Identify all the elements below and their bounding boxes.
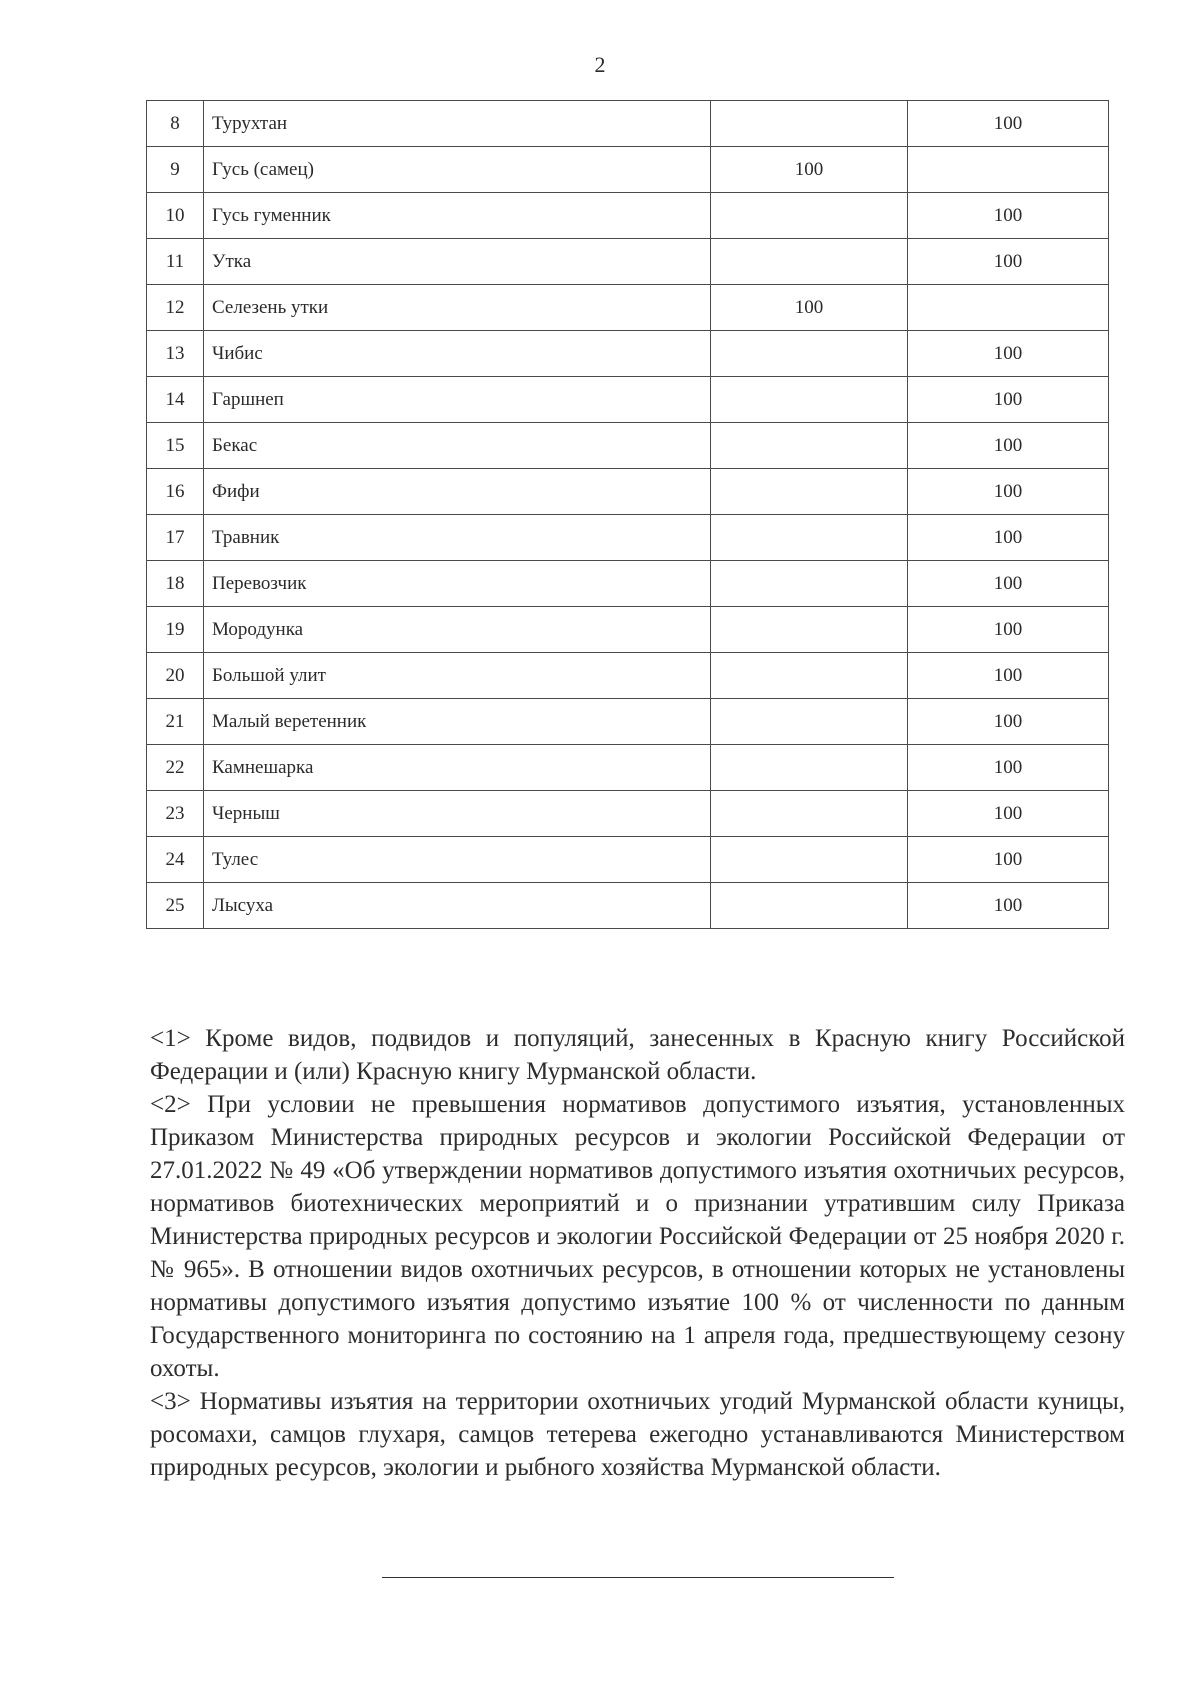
quota-column-a-cell bbox=[711, 331, 908, 377]
table-row bbox=[147, 837, 1109, 883]
species-name-cell: Бекас bbox=[204, 423, 711, 469]
row-number-cell: 20 bbox=[147, 653, 204, 699]
table-row bbox=[147, 101, 1109, 147]
table-row bbox=[147, 699, 1109, 745]
quota-column-a-cell: 100 bbox=[711, 147, 908, 193]
species-name-cell: Лысуха bbox=[204, 883, 711, 929]
row-number-cell: 11 bbox=[147, 239, 204, 285]
page-number: 2 bbox=[594, 52, 606, 77]
quota-column-b-cell: 100 bbox=[908, 193, 1109, 239]
quota-column-a-cell bbox=[711, 239, 908, 285]
species-name-cell: Перевозчик bbox=[204, 561, 711, 607]
row-number-cell: 13 bbox=[147, 331, 204, 377]
table-row bbox=[147, 193, 1109, 239]
species-name-cell: Гусь (самец) bbox=[204, 147, 711, 193]
row-number-cell: 9 bbox=[147, 147, 204, 193]
end-divider bbox=[382, 1577, 894, 1578]
quota-column-b-cell: 100 bbox=[908, 331, 1109, 377]
quota-column-a-cell bbox=[711, 193, 908, 239]
quota-column-b-cell: 100 bbox=[908, 515, 1109, 561]
table-row bbox=[147, 331, 1109, 377]
quota-column-b-cell: 100 bbox=[908, 377, 1109, 423]
row-number-cell: 15 bbox=[147, 423, 204, 469]
row-number-cell: 18 bbox=[147, 561, 204, 607]
table-row bbox=[147, 653, 1109, 699]
row-number-cell: 8 bbox=[147, 101, 204, 147]
row-number-cell: 10 bbox=[147, 193, 204, 239]
species-name-cell: Гаршнеп bbox=[204, 377, 711, 423]
quota-column-a-cell bbox=[711, 561, 908, 607]
species-name-cell: Травник bbox=[204, 515, 711, 561]
row-number-cell: 14 bbox=[147, 377, 204, 423]
quota-column-b-cell: 100 bbox=[908, 239, 1109, 285]
row-number-cell: 21 bbox=[147, 699, 204, 745]
quota-column-b-cell: 100 bbox=[908, 653, 1109, 699]
species-name-cell: Утка bbox=[204, 239, 711, 285]
table-row bbox=[147, 791, 1109, 837]
row-number-cell: 17 bbox=[147, 515, 204, 561]
footnotes bbox=[150, 1022, 1125, 1484]
table-body bbox=[147, 101, 1109, 929]
row-number-cell: 19 bbox=[147, 607, 204, 653]
species-name-cell: Селезень утки bbox=[204, 285, 711, 331]
quota-column-a-cell bbox=[711, 791, 908, 837]
table-row bbox=[147, 883, 1109, 929]
species-quota-table bbox=[146, 100, 1109, 929]
table-row bbox=[147, 423, 1109, 469]
quota-column-b-cell: 100 bbox=[908, 791, 1109, 837]
quota-column-b-cell: 100 bbox=[908, 469, 1109, 515]
table-row bbox=[147, 377, 1109, 423]
species-name-cell: Черныш bbox=[204, 791, 711, 837]
species-name-cell: Гусь гуменник bbox=[204, 193, 711, 239]
quota-column-a-cell bbox=[711, 423, 908, 469]
species-name-cell: Мородунка bbox=[204, 607, 711, 653]
footnote-1: <1> Кроме видов, подвидов и популяций, занесенных в Красную книгу Российской Федерации и (или) Красную книгу Мурманской области. bbox=[150, 1025, 1125, 1085]
quota-column-a-cell bbox=[711, 745, 908, 791]
row-number-cell: 16 bbox=[147, 469, 204, 515]
quota-column-b-cell: 100 bbox=[908, 745, 1109, 791]
species-name-cell: Малый веретенник bbox=[204, 699, 711, 745]
table-row bbox=[147, 147, 1109, 193]
quota-column-b-cell: 100 bbox=[908, 561, 1109, 607]
row-number-cell: 23 bbox=[147, 791, 204, 837]
quota-column-a-cell bbox=[711, 607, 908, 653]
quota-column-b-cell: 100 bbox=[908, 837, 1109, 883]
quota-column-b-cell: 100 bbox=[908, 607, 1109, 653]
row-number-cell: 25 bbox=[147, 883, 204, 929]
row-number-cell: 24 bbox=[147, 837, 204, 883]
quota-column-a-cell bbox=[711, 469, 908, 515]
table-row bbox=[147, 745, 1109, 791]
table-row bbox=[147, 607, 1109, 653]
quota-column-b-cell: 100 bbox=[908, 883, 1109, 929]
quota-column-b-cell bbox=[908, 147, 1109, 193]
footnote-2: <2> При условии не превышения нормативов допустимого изъятия, установленных Приказом Министерства природных ресурсов и экологии Российской Федерации от 27.01.2022 № 49 «Об утверждении нормативов допустимого изъятия охотничьих ресурсов, нормативов биотехнических мероприятий и о признании утратившим силу Приказа Министерства природных ресурсов и экологии Российской Федерации от 25 ноября 2020 г. № 965». В отношении видов охотничьих ресурсов, в отношении которых не установлены нормативы допустимого изъятия допустимо изъятие 100 % от численности по данным Государственного мониторинга по состоянию на 1 апреля года, предшествующему сезону охоты. bbox=[150, 1091, 1125, 1382]
species-name-cell: Фифи bbox=[204, 469, 711, 515]
quota-column-b-cell: 100 bbox=[908, 101, 1109, 147]
quota-column-a-cell bbox=[711, 883, 908, 929]
species-name-cell: Чибис bbox=[204, 331, 711, 377]
species-name-cell: Большой улит bbox=[204, 653, 711, 699]
quota-column-a-cell bbox=[711, 837, 908, 883]
quota-column-a-cell bbox=[711, 101, 908, 147]
quota-column-a-cell bbox=[711, 377, 908, 423]
table-row bbox=[147, 561, 1109, 607]
species-name-cell: Камнешарка bbox=[204, 745, 711, 791]
table-row bbox=[147, 515, 1109, 561]
quota-column-a-cell bbox=[711, 653, 908, 699]
row-number-cell: 12 bbox=[147, 285, 204, 331]
footnote-3: <3> Нормативы изъятия на территории охотничьих угодий Мурманской области куницы, росомахи, самцов глухаря, самцов тетерева ежегодно устанавливаются Министерством природных ресурсов, экологии и рыбного хозяйства Мурманской области. bbox=[150, 1388, 1125, 1481]
table-row bbox=[147, 469, 1109, 515]
quota-column-b-cell: 100 bbox=[908, 699, 1109, 745]
quota-column-a-cell bbox=[711, 699, 908, 745]
row-number-cell: 22 bbox=[147, 745, 204, 791]
table-row bbox=[147, 285, 1109, 331]
quota-column-a-cell: 100 bbox=[711, 285, 908, 331]
species-name-cell: Турухтан bbox=[204, 101, 711, 147]
quota-column-a-cell bbox=[711, 515, 908, 561]
species-name-cell: Тулес bbox=[204, 837, 711, 883]
table-row bbox=[147, 239, 1109, 285]
quota-column-b-cell bbox=[908, 285, 1109, 331]
quota-column-b-cell: 100 bbox=[908, 423, 1109, 469]
